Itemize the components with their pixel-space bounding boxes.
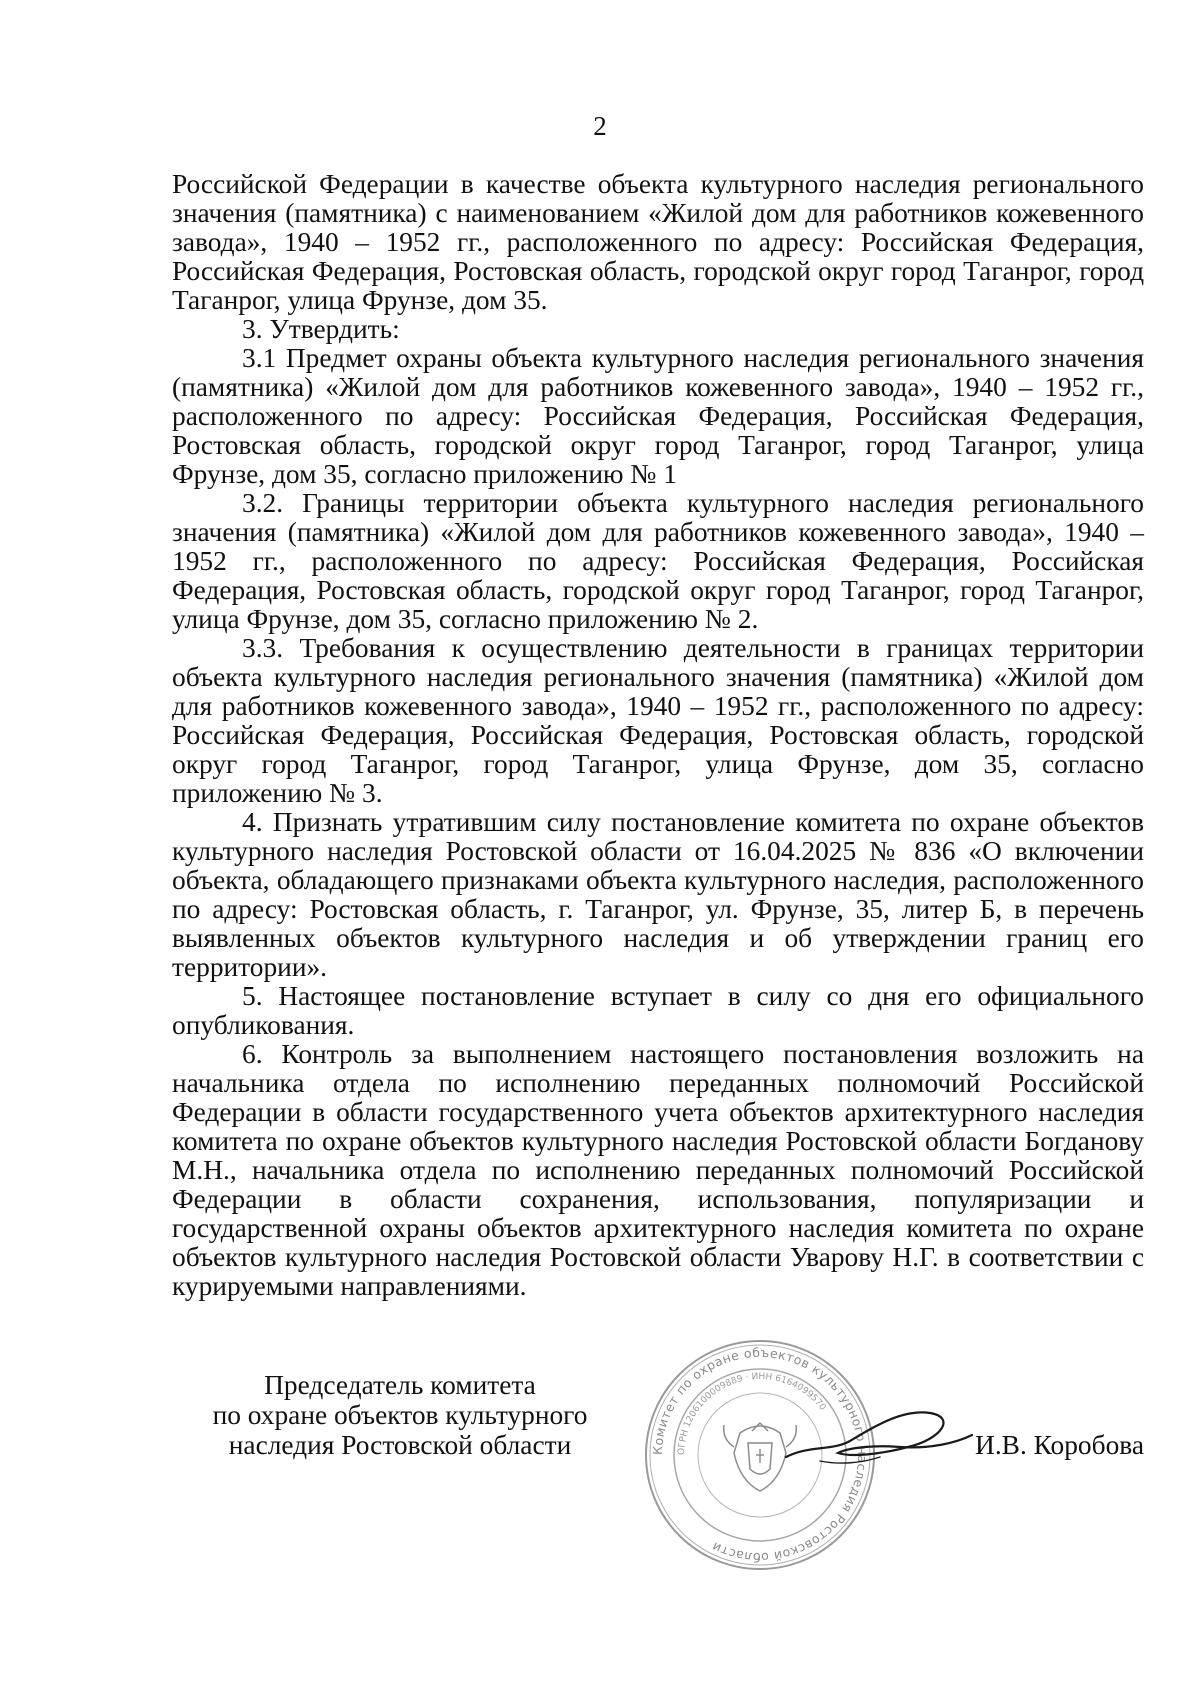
paragraph-item-4: 4. Признать утратившим силу постановление комитета по охране объектов культурного наследия Ростовской области от 16.04.2025 № 836 «О включении объекта, обладающего признаками объекта культурного наследия, расположенного по адресу: Ростовская область, г. Таганрог, ул. Фрунзе, 35, литер Б, в перечень выявленных объектов культурного наследия и об утверждении границ его территории». [172, 807, 1144, 982]
page-number: 2 [593, 111, 607, 141]
paragraph-item-3-2: 3.2. Границы территории объекта культурного наследия регионального значения (памятника) «Жилой дом для работников кожевенного завода», 1940 – 1952 гг., расположенного по адресу: Российская Федерация, Российская Федерация, Ростовская область, городской округ город Таганрог, город Таганрог, улица Фрунзе, дом 35, согласно приложению № 2. [172, 488, 1144, 634]
signatory-title [190, 1370, 610, 1460]
document-body [172, 170, 1144, 1301]
handwritten-signature [780, 1395, 980, 1485]
paragraph-continuation: Российской Федерации в качестве объекта культурного наследия регионального значения (памятника) с наименованием «Жилой дом для работников кожевенного завода», 1940 – 1952 гг., расположенного по адресу: Российская Федерация, Российская Федерация, Ростовская область, городской округ город Таганрог, город Таганрог, улица Фрунзе, дом 35. [172, 169, 1144, 315]
seal-inner-text: ОГРН 1206100009889 · ИНН 6164099570 [676, 1371, 828, 1456]
paragraph-item-6: 6. Контроль за выполнением настоящего постановления возложить на начальника отдела по исполнению переданных полномочий Российской Федерации в области государственного учета объектов архитектурного наследия комитета по охране объектов культурного наследия Ростовской области Богданову М.Н., начальника отдела по исполнению переданных полномочий Российской Федерации в области сохранения, использования, популяризации и государственной охраны объектов архитектурного наследия комитета по охране объектов культурного наследия Ростовской области Уварову Н.Г. в соответствии с курируемыми направлениями. [172, 1039, 1144, 1301]
seal-outer-text: Комитет по охране объектов культурного наследия Ростовской области [649, 1344, 871, 1566]
signatory-title-line: Председатель комитета [264, 1370, 536, 1400]
paragraph-item-5: 5. Настоящее постановление вступает в силу со дня его официального опубликования. [172, 981, 1144, 1040]
signatory-title-line: по охране объектов культурного [212, 1400, 588, 1430]
signatory-name: И.В. Коробова [975, 1430, 1144, 1460]
signatory-title-line: наследия Ростовской области [228, 1430, 572, 1460]
paragraph-item-3-3: 3.3. Требования к осуществлению деятельности в границах территории объекта культурного наследия регионального значения (памятника) «Жилой дом для работников кожевенного завода», 1940 – 1952 гг., расположенного по адресу: Российская Федерация, Российская Федерация, Ростовская область, городской округ город Таганрог, город Таганрог, улица Фрунзе, дом 35, согласно приложению № 3. [172, 633, 1144, 808]
paragraph-item-3: 3. Утвердить: [242, 314, 400, 344]
paragraph-item-3-1: 3.1 Предмет охраны объекта культурного наследия регионального значения (памятника) «Жилой дом для работников кожевенного завода», 1940 – 1952 гг., расположенного по адресу: Российская Федерация, Российская Федерация, Ростовская область, городской округ город Таганрог, город Таганрог, улица Фрунзе, дом 35, согласно приложению № 1 [172, 343, 1144, 489]
